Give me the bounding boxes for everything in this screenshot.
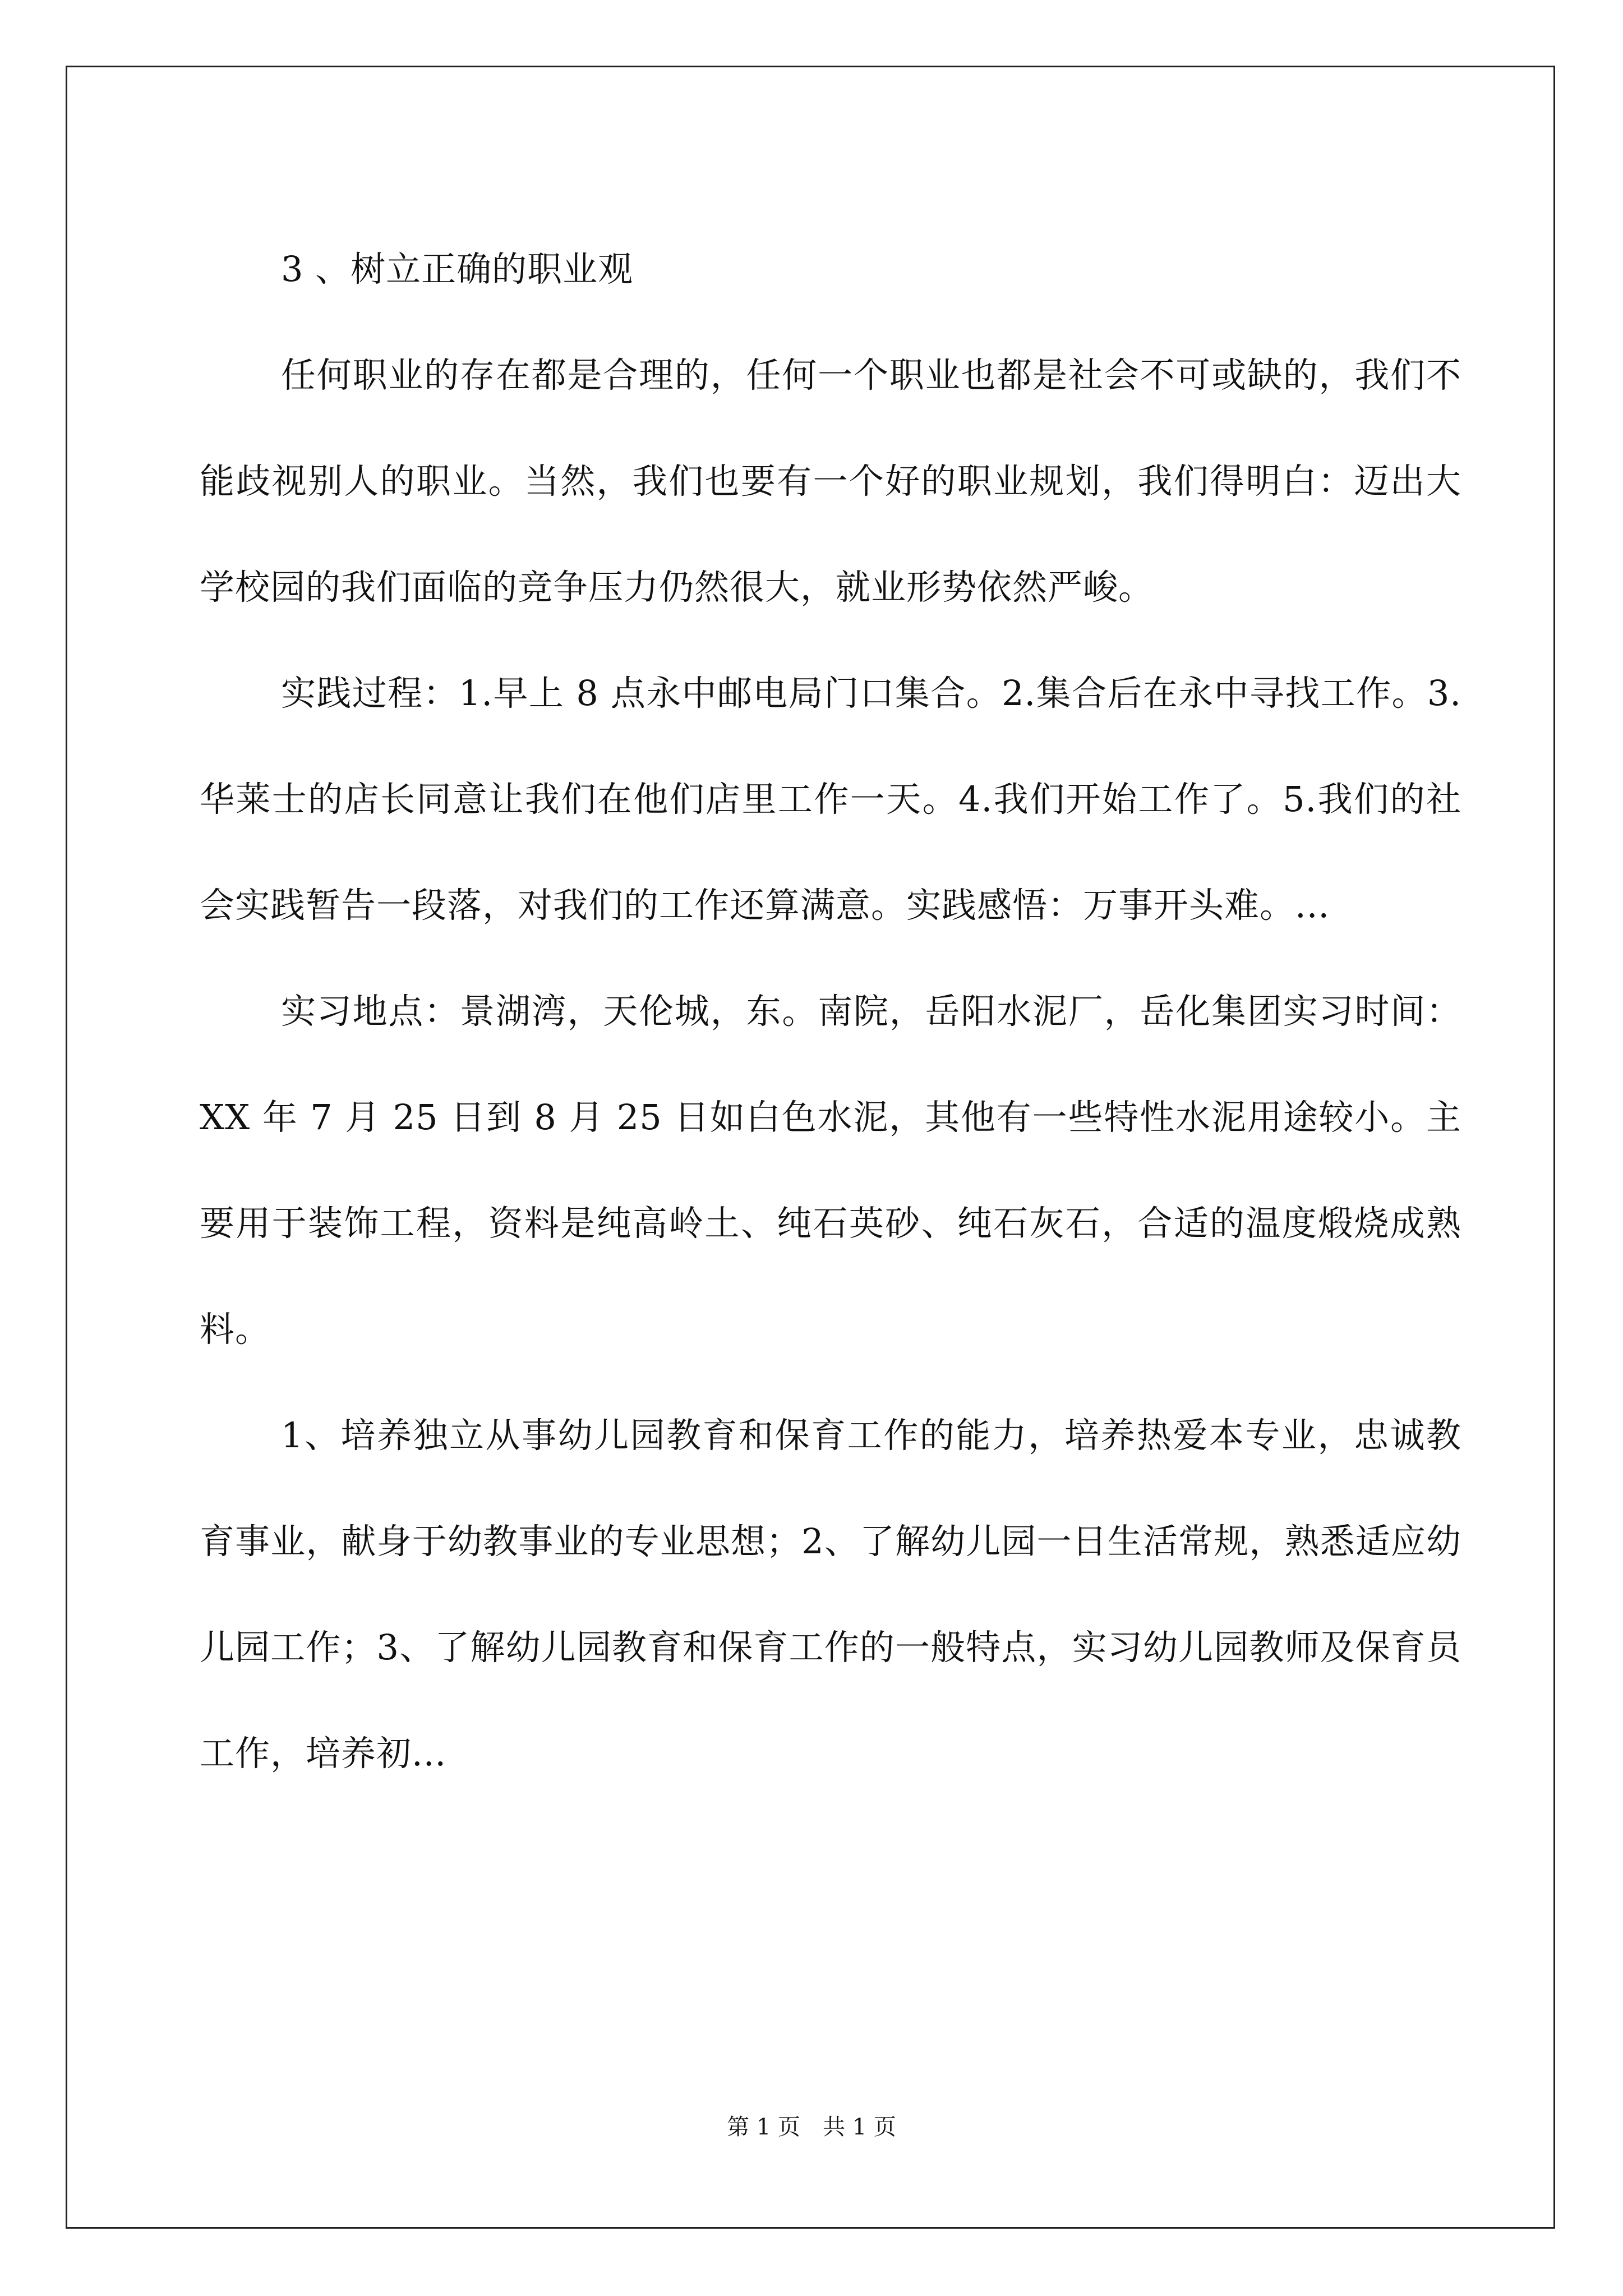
section-heading: 3 、树立正确的职业观 bbox=[281, 249, 634, 289]
paragraph-practice-process: 实践过程：1.早上 8 点永中邮电局门口集合。2.集合后在永中寻找工作。3.华莱士的店长同意让我们在他们店里工作一天。4.我们开始工作了。5.我们的社会实践暂告一段落，对我们的工作还算满意。实践感悟：万事开头难。... bbox=[200, 673, 1461, 926]
paragraph-career-view: 任何职业的存在都是合理的，任何一个职业也都是社会不可或缺的，我们不能歧视别人的职业。当然，我们也要有一个好的职业规划，我们得明白：迈出大学校园的我们面临的竞争压力仍然很大，就业形势依然严峻。 bbox=[200, 355, 1461, 608]
paragraph-kindergarten-goals: 1、培养独立从事幼儿园教育和保育工作的能力，培养热爱本专业，忠诚教育事业，献身于幼教事业的专业思想；2、了解幼儿园一日生活常规，熟悉适应幼儿园工作；3、了解幼儿园教育和保育工作的一般特点，实习幼儿园教师及保育员工作，培养初... bbox=[200, 1415, 1461, 1774]
document-body bbox=[200, 216, 1461, 1806]
paragraph-internship-location: 实习地点：景湖湾，天伦城，东。南院，岳阳水泥厂，岳化集团实习时间：XX 年 7 月 25 日到 8 月 25 日如白色水泥，其他有一些特性水泥用途较小。主要用于装饰工程，资料是纯高岭土、纯石英砂、纯石灰石，合适的温度煅烧成熟料。 bbox=[200, 991, 1461, 1350]
page-footer: 第 1 页 共 1 页 bbox=[727, 2114, 896, 2140]
